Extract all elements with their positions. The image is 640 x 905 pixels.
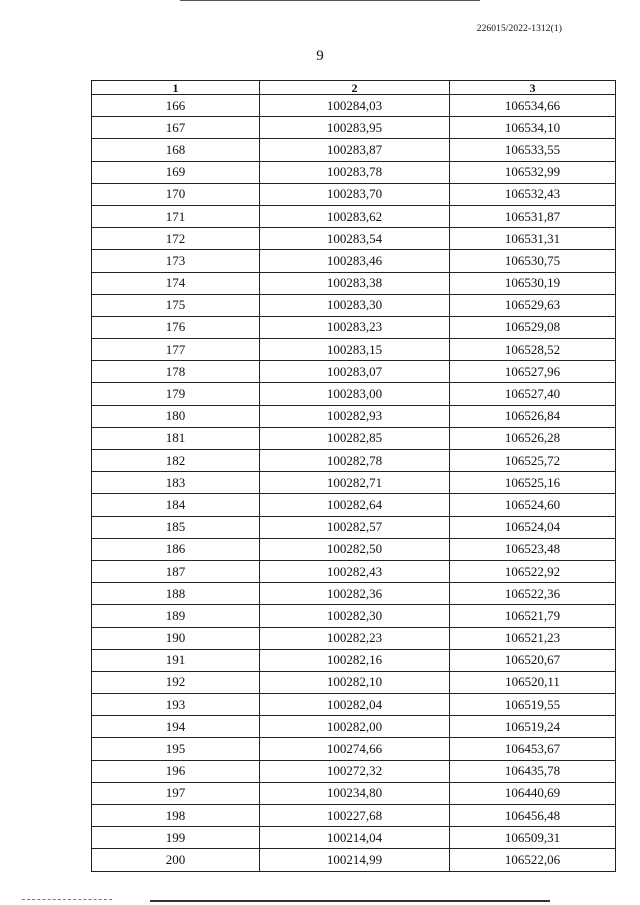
cell-x-coordinate: 100282,30: [260, 605, 450, 627]
cell-y-coordinate: 106522,36: [450, 583, 616, 605]
cell-x-coordinate: 100282,57: [260, 516, 450, 538]
cell-y-coordinate: 106521,79: [450, 605, 616, 627]
cell-y-coordinate: 106522,06: [450, 849, 616, 871]
table-row: [92, 627, 616, 649]
cell-point-number: 193: [92, 694, 260, 716]
cell-point-number: 185: [92, 516, 260, 538]
table-row: [92, 205, 616, 227]
table-row: [92, 183, 616, 205]
cell-point-number: 173: [92, 250, 260, 272]
cell-point-number: 195: [92, 738, 260, 760]
cell-point-number: 187: [92, 560, 260, 582]
cell-point-number: 196: [92, 760, 260, 782]
cell-x-coordinate: 100282,85: [260, 427, 450, 449]
page-number: 9: [316, 48, 324, 64]
table-row: [92, 694, 616, 716]
cell-y-coordinate: 106532,99: [450, 161, 616, 183]
table-row: [92, 339, 616, 361]
cell-point-number: 197: [92, 782, 260, 804]
table-row: [92, 472, 616, 494]
table-row: [92, 383, 616, 405]
cell-x-coordinate: 100282,10: [260, 671, 450, 693]
cell-point-number: 168: [92, 139, 260, 161]
table-row: [92, 827, 616, 849]
table-row: [92, 316, 616, 338]
cell-y-coordinate: 106526,28: [450, 427, 616, 449]
cell-x-coordinate: 100283,00: [260, 383, 450, 405]
cell-point-number: 174: [92, 272, 260, 294]
cell-y-coordinate: 106520,11: [450, 671, 616, 693]
cell-y-coordinate: 106529,08: [450, 316, 616, 338]
cell-y-coordinate: 106525,16: [450, 472, 616, 494]
cell-y-coordinate: 106440,69: [450, 782, 616, 804]
cell-point-number: 182: [92, 450, 260, 472]
table-body: [92, 95, 616, 872]
table-row: [92, 361, 616, 383]
cell-point-number: 186: [92, 538, 260, 560]
cell-y-coordinate: 106521,23: [450, 627, 616, 649]
cell-x-coordinate: 100282,78: [260, 450, 450, 472]
table-row: [92, 605, 616, 627]
cell-y-coordinate: 106531,31: [450, 228, 616, 250]
table-row: [92, 139, 616, 161]
table-row: [92, 760, 616, 782]
table-row: [92, 405, 616, 427]
table-row: [92, 738, 616, 760]
cell-point-number: 175: [92, 294, 260, 316]
cell-point-number: 179: [92, 383, 260, 405]
column-header-point: 1: [92, 81, 260, 95]
cell-x-coordinate: 100282,23: [260, 627, 450, 649]
cell-x-coordinate: 100282,93: [260, 405, 450, 427]
table-row: [92, 671, 616, 693]
table-row: [92, 782, 616, 804]
cell-x-coordinate: 100283,23: [260, 316, 450, 338]
cell-point-number: 199: [92, 827, 260, 849]
cell-x-coordinate: 100283,95: [260, 117, 450, 139]
cell-x-coordinate: 100283,46: [260, 250, 450, 272]
column-header-x: 2: [260, 81, 450, 95]
cell-x-coordinate: 100272,32: [260, 760, 450, 782]
cell-y-coordinate: 106519,55: [450, 694, 616, 716]
cell-x-coordinate: 100283,87: [260, 139, 450, 161]
table-row: [92, 516, 616, 538]
cell-x-coordinate: 100283,70: [260, 183, 450, 205]
cell-y-coordinate: 106453,67: [450, 738, 616, 760]
column-header-y: 3: [450, 81, 616, 95]
cell-point-number: 192: [92, 671, 260, 693]
table-row: [92, 849, 616, 871]
cell-x-coordinate: 100283,62: [260, 205, 450, 227]
cell-point-number: 191: [92, 649, 260, 671]
cell-y-coordinate: 106531,87: [450, 205, 616, 227]
cell-y-coordinate: 106534,10: [450, 117, 616, 139]
cell-x-coordinate: 100284,03: [260, 95, 450, 117]
table-row: [92, 117, 616, 139]
table-row: [92, 583, 616, 605]
bottom-edge-rule: [0, 899, 640, 902]
cell-point-number: 190: [92, 627, 260, 649]
table-row: [92, 560, 616, 582]
cell-y-coordinate: 106524,04: [450, 516, 616, 538]
cell-point-number: 177: [92, 339, 260, 361]
table-row: [92, 228, 616, 250]
cell-x-coordinate: 100282,43: [260, 560, 450, 582]
cell-x-coordinate: 100283,30: [260, 294, 450, 316]
top-edge-rule: [180, 0, 480, 1]
cell-x-coordinate: 100274,66: [260, 738, 450, 760]
cell-x-coordinate: 100283,78: [260, 161, 450, 183]
table-row: [92, 538, 616, 560]
cell-y-coordinate: 106528,52: [450, 339, 616, 361]
table-row: [92, 805, 616, 827]
cell-point-number: 200: [92, 849, 260, 871]
coordinates-table: [91, 80, 616, 872]
cell-point-number: 166: [92, 95, 260, 117]
cell-point-number: 171: [92, 205, 260, 227]
table-row: [92, 649, 616, 671]
table-row: [92, 427, 616, 449]
cell-point-number: 183: [92, 472, 260, 494]
table-row: [92, 95, 616, 117]
cell-point-number: 180: [92, 405, 260, 427]
cell-y-coordinate: 106456,48: [450, 805, 616, 827]
cell-y-coordinate: 106527,40: [450, 383, 616, 405]
document-reference: 226015/2022-1312(1): [476, 24, 562, 34]
cell-y-coordinate: 106534,66: [450, 95, 616, 117]
table-row: [92, 494, 616, 516]
cell-x-coordinate: 100214,99: [260, 849, 450, 871]
cell-x-coordinate: 100227,68: [260, 805, 450, 827]
cell-x-coordinate: 100282,16: [260, 649, 450, 671]
cell-y-coordinate: 106524,60: [450, 494, 616, 516]
table-row: [92, 272, 616, 294]
table-row: [92, 450, 616, 472]
cell-point-number: 194: [92, 716, 260, 738]
cell-x-coordinate: 100282,71: [260, 472, 450, 494]
cell-point-number: 198: [92, 805, 260, 827]
cell-x-coordinate: 100282,04: [260, 694, 450, 716]
cell-y-coordinate: 106523,48: [450, 538, 616, 560]
table-row: [92, 250, 616, 272]
cell-x-coordinate: 100282,36: [260, 583, 450, 605]
cell-y-coordinate: 106520,67: [450, 649, 616, 671]
cell-point-number: 172: [92, 228, 260, 250]
cell-y-coordinate: 106533,55: [450, 139, 616, 161]
cell-y-coordinate: 106509,31: [450, 827, 616, 849]
cell-point-number: 189: [92, 605, 260, 627]
cell-point-number: 167: [92, 117, 260, 139]
cell-x-coordinate: 100214,04: [260, 827, 450, 849]
cell-y-coordinate: 106530,75: [450, 250, 616, 272]
cell-point-number: 178: [92, 361, 260, 383]
cell-point-number: 176: [92, 316, 260, 338]
cell-point-number: 184: [92, 494, 260, 516]
table-row: [92, 716, 616, 738]
cell-point-number: 169: [92, 161, 260, 183]
cell-y-coordinate: 106525,72: [450, 450, 616, 472]
cell-y-coordinate: 106530,19: [450, 272, 616, 294]
table-header-row: [92, 81, 616, 95]
cell-x-coordinate: 100234,80: [260, 782, 450, 804]
cell-point-number: 188: [92, 583, 260, 605]
cell-point-number: 170: [92, 183, 260, 205]
cell-x-coordinate: 100283,15: [260, 339, 450, 361]
cell-x-coordinate: 100282,64: [260, 494, 450, 516]
cell-y-coordinate: 106529,63: [450, 294, 616, 316]
table-row: [92, 161, 616, 183]
cell-x-coordinate: 100283,38: [260, 272, 450, 294]
cell-x-coordinate: 100283,07: [260, 361, 450, 383]
cell-x-coordinate: 100283,54: [260, 228, 450, 250]
cell-x-coordinate: 100282,00: [260, 716, 450, 738]
cell-y-coordinate: 106522,92: [450, 560, 616, 582]
cell-y-coordinate: 106526,84: [450, 405, 616, 427]
cell-y-coordinate: 106435,78: [450, 760, 616, 782]
cell-point-number: 181: [92, 427, 260, 449]
table-row: [92, 294, 616, 316]
cell-x-coordinate: 100282,50: [260, 538, 450, 560]
cell-y-coordinate: 106532,43: [450, 183, 616, 205]
cell-y-coordinate: 106527,96: [450, 361, 616, 383]
cell-y-coordinate: 106519,24: [450, 716, 616, 738]
